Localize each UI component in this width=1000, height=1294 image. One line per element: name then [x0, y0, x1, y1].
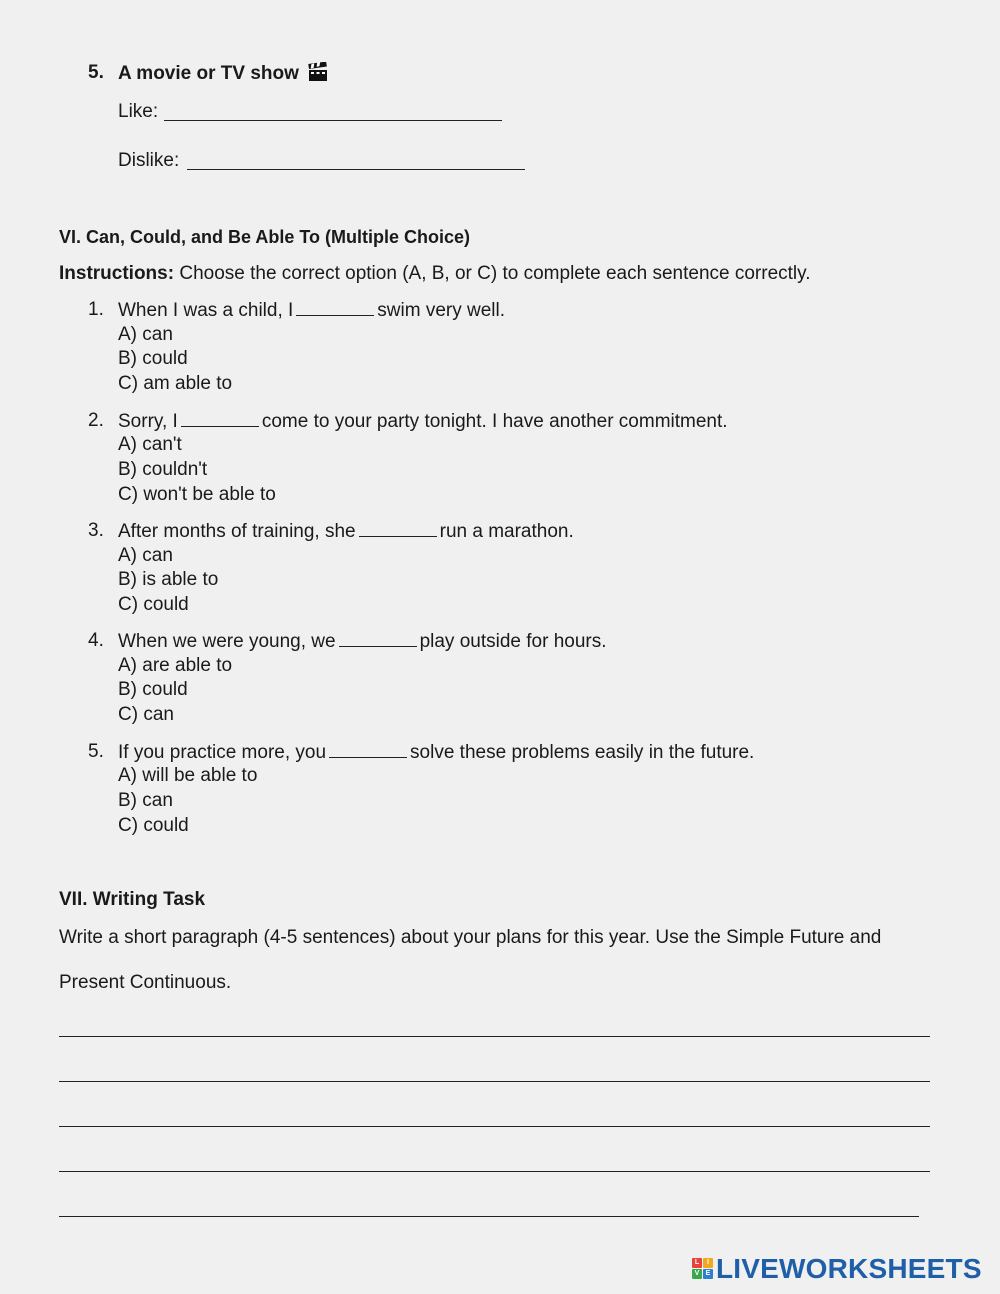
option-a[interactable]: A) are able to: [118, 655, 233, 676]
question-number: 2.: [88, 410, 104, 431]
answer-blank[interactable]: [359, 520, 437, 537]
question-text: [118, 520, 574, 543]
logo-tile: V: [692, 1269, 702, 1279]
brand-name: LIVEWORKSHEETS: [716, 1253, 982, 1284]
question-text: [118, 299, 505, 322]
option-c[interactable]: C) could: [118, 594, 189, 615]
question-text: [118, 741, 754, 764]
writing-line[interactable]: [59, 1126, 930, 1127]
instructions-label: Instructions:: [59, 263, 175, 284]
question-text-after: come to your party tonight. I have another commitment.: [261, 411, 728, 432]
option-b[interactable]: B) couldn't: [118, 459, 208, 480]
question-text-before: After months of training, she: [118, 521, 356, 542]
option-c[interactable]: C) am able to: [118, 373, 233, 394]
item-title: [118, 62, 328, 88]
option-b[interactable]: B) can: [118, 790, 173, 811]
option-b[interactable]: B) could: [118, 679, 188, 700]
question-text-after: play outside for hours.: [419, 631, 607, 652]
dislike-answer-line[interactable]: [187, 169, 525, 170]
answer-blank[interactable]: [296, 299, 374, 316]
writing-task-instructions-line2: Present Continuous.: [59, 972, 232, 993]
option-a[interactable]: A) will be able to: [118, 765, 258, 786]
question-text: [118, 630, 607, 653]
section-heading: VI. Can, Could, and Be Able To (Multiple Choice): [59, 227, 471, 247]
question-number: 5.: [88, 741, 104, 762]
logo-tile: E: [703, 1269, 713, 1279]
instructions: [59, 263, 811, 285]
answer-blank[interactable]: [329, 741, 407, 758]
option-b[interactable]: B) is able to: [118, 569, 219, 590]
instructions-text: Choose the correct option (A, B, or C) to complete each sentence correctly.: [179, 263, 811, 284]
question-text-before: If you practice more, you: [118, 742, 327, 763]
writing-line[interactable]: [59, 1081, 930, 1082]
writing-line[interactable]: [59, 1216, 919, 1217]
question-text-before: When we were young, we: [118, 631, 336, 652]
option-a[interactable]: A) can: [118, 545, 173, 566]
writing-task-heading: VII. Writing Task: [59, 889, 206, 910]
liveworksheets-logo: [692, 1254, 988, 1284]
option-c[interactable]: C) can: [118, 704, 174, 725]
option-a[interactable]: A) can: [118, 324, 173, 345]
question-text: [118, 410, 728, 433]
option-b[interactable]: B) could: [118, 348, 188, 369]
option-c[interactable]: C) won't be able to: [118, 484, 276, 505]
logo-tile: I: [703, 1258, 713, 1268]
writing-line[interactable]: [59, 1036, 930, 1037]
question-number: 1.: [88, 299, 104, 320]
question-number: 3.: [88, 520, 104, 541]
question-text-before: When I was a child, I: [118, 300, 294, 321]
option-c[interactable]: C) could: [118, 815, 189, 836]
question-text-after: run a marathon.: [439, 521, 574, 542]
option-a[interactable]: A) can't: [118, 434, 182, 455]
question-text-after: solve these problems easily in the future.: [410, 742, 755, 763]
writing-line[interactable]: [59, 1171, 930, 1172]
clapperboard-icon: [308, 62, 328, 88]
like-answer-line[interactable]: [164, 120, 502, 121]
item-number: 5.: [88, 62, 104, 83]
question-text-before: Sorry, I: [118, 411, 178, 432]
logo-tile: L: [692, 1258, 702, 1268]
item-title-text: A movie or TV show: [118, 63, 299, 84]
logo-tiles-icon: [692, 1258, 714, 1280]
answer-blank[interactable]: [339, 630, 417, 647]
question-text-after: swim very well.: [377, 300, 506, 321]
dislike-label: Dislike:: [118, 150, 180, 171]
like-label: Like:: [118, 101, 159, 122]
writing-task-instructions-line1: Write a short paragraph (4-5 sentences) about your plans for this year. Use the Simple Future and: [59, 927, 882, 948]
answer-blank[interactable]: [181, 410, 259, 427]
question-number: 4.: [88, 630, 104, 651]
